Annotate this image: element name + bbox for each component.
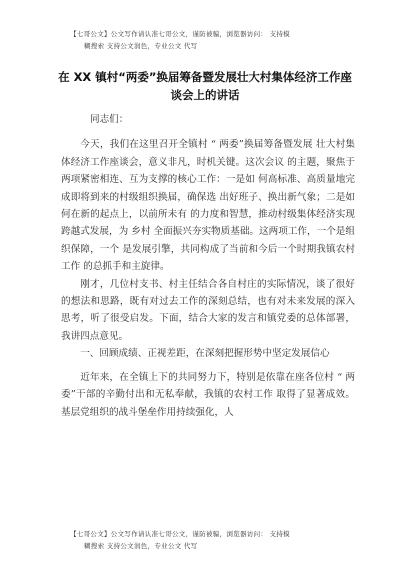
title-line-2: 谈会上的讲话	[170, 88, 240, 102]
document-body	[61, 111, 355, 421]
section-heading-1: 一、回顾成绩、正视差距，在深刻把握形势中坚定发展信心	[80, 348, 330, 360]
paragraph-intro: 今天，我们在这里召开全镇村 “ 两委”换届筹备暨发展 壮大村集体经济工作座谈会，意义非凡，时机关键。这次会议 的主题，聚焦于两项紧密相连、互为支撑的核心工作：一是如 何高标准、高质量地完成即将到来的村级组织换届，确保选 出好班子、换出新气象；二是如何在新的起点上，以前所未有 的力度和智慧，推动村级集体经济实现跨越式发展，为 乡村 全面振兴夯实物质基础。这两项工作，一个是组织保障，一个 是发展引擎，共同构成了当前和今后一个时期我镇农村工作 的总抓手和主旋律。	[61, 139, 355, 273]
title-line-1: 在 XX 镇村“两委”换届筹备暨发展壮大村集体经济工作座	[58, 70, 352, 84]
header-watermark-note	[70, 28, 370, 52]
header-note-line-1: 【七哥公文】公文写作请认准七哥公文，谨防被骗，浏览器访问： 支持模	[70, 30, 290, 38]
greeting: 同志们：	[90, 114, 129, 125]
paragraph-feedback: 刚才，几位村支书、村主任结合各自村庄的实际情况，谈了很好的想法和思路，既有对过去工作的深刻总结，也有对未来发展的深入思考，听了很受启发。下面，结合大家的发言和镇党委的总体部署，我讲四点意见。	[61, 278, 355, 342]
footer-note-line-2: 糊搜索 支持公文润色，专业公文 代写	[84, 542, 198, 550]
footer-watermark-note	[70, 528, 370, 552]
footer-note-line-1: 【七哥公文】公文写作请认准七哥公文，谨防被骗，浏览器访问： 支持模	[70, 530, 290, 538]
paragraph-achievements: 近年来，在全镇上下的共同努力下，特别是依靠在座各位村 “ 两委”干部的辛勤付出和无私奉献，我镇的农村工作 取得了显著成效。基层党组织的战斗堡垒作用持续强化，人	[61, 371, 355, 418]
header-note-line-2: 糊搜索 支持公文润色，专业公文 代写	[84, 42, 198, 50]
document-title	[52, 68, 358, 104]
